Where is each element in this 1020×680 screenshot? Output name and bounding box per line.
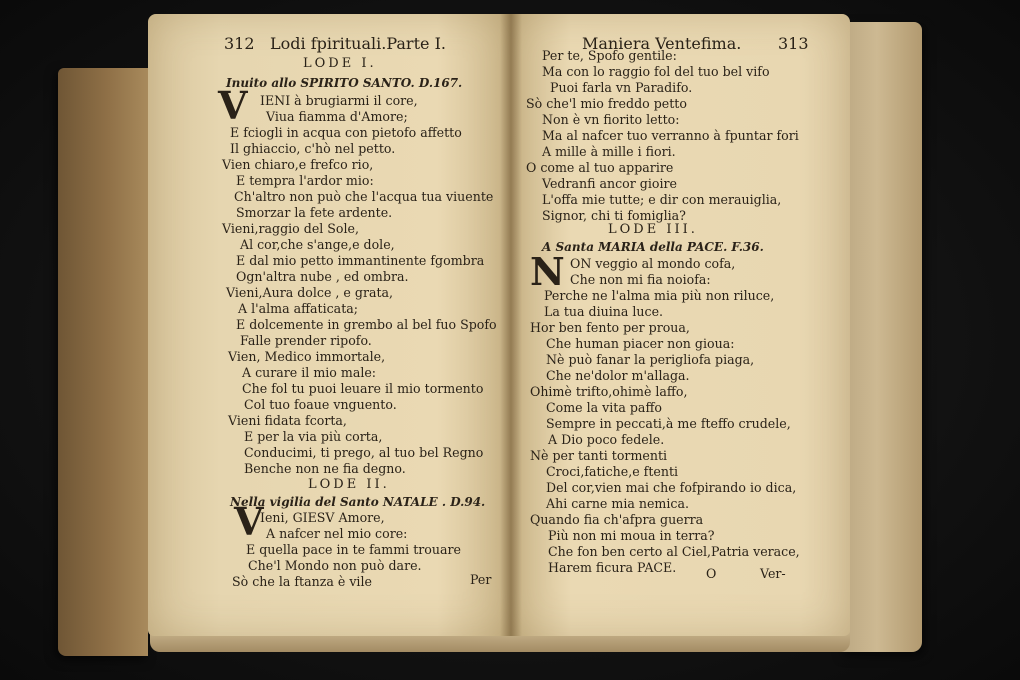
- left-text-line: Smorzar la fete ardente.: [236, 205, 393, 220]
- right-text-line: Del cor,vien mai che fofpirando io dica,: [546, 480, 797, 495]
- book-gutter: [500, 14, 522, 636]
- right-catchword-1: O: [706, 566, 717, 581]
- right-text-line: Che non mi fia noiofa:: [570, 272, 711, 287]
- right-text-line: L'offa mie tutte; e dir con merauiglia,: [542, 192, 782, 207]
- left-running-head: Lodi fpirituali.Parte I.: [270, 34, 446, 53]
- right-text-line: Per te, Spofo gentile:: [542, 48, 677, 63]
- right-text-line: Che human piacer non gioua:: [546, 336, 735, 351]
- right-text-line: Croci,fatiche,e ftenti: [546, 464, 679, 479]
- left-text-line: Vien, Medico immortale,: [228, 349, 386, 364]
- right-text-line: Più non mi moua in terra?: [548, 528, 715, 543]
- left-text-line: Col tuo foaue vnguento.: [244, 397, 397, 412]
- right-text-line: Ahi carne mia nemica.: [546, 496, 689, 511]
- left-text-line: Che fol tu puoi leuare il mio tormento: [242, 381, 484, 396]
- left-text-line: Viua fiamma d'Amore;: [266, 109, 408, 124]
- right-text-line: ON veggio al mondo cofa,: [570, 256, 736, 271]
- left-text-line: IENI à brugiarmi il core,: [260, 93, 418, 108]
- right-text-line: Sempre in peccati,à me fteffo crudele,: [546, 416, 791, 431]
- left-text-line: Il ghiaccio, c'hò nel petto.: [230, 141, 396, 156]
- left-text-line: Ogn'altra nube , ed ombra.: [236, 269, 409, 284]
- book-cover-right: [840, 22, 922, 652]
- left-text-line: E dal mio petto immantinente fgombra: [236, 253, 485, 268]
- left-text-line: Ieni, GIESV Amore,: [260, 510, 385, 525]
- right-text-line: A mille à mille i fiori.: [542, 144, 676, 159]
- left-text-line: Sò che la ftanza è vile: [232, 574, 372, 589]
- left-text-line: E tempra l'ardor mio:: [236, 173, 374, 188]
- left-text-line: LODE II.: [308, 477, 390, 492]
- right-text-line: Harem ficura PACE.: [548, 560, 677, 575]
- left-text-line: Inuito allo SPIRITO SANTO. D.167.: [226, 76, 463, 90]
- right-text-line: Nè per tanti tormenti: [530, 448, 668, 463]
- right-text-line: Puoi farla vn Paradifo.: [550, 80, 693, 95]
- right-text-line: Come la vita paffo: [546, 400, 662, 415]
- right-running-head: Maniera Ventefima.: [582, 34, 742, 53]
- left-text-line: A l'alma affaticata;: [238, 301, 359, 316]
- left-text-line: Vieni,raggio del Sole,: [222, 221, 359, 236]
- left-page: [148, 14, 510, 636]
- right-text-line: O come al tuo apparire: [526, 160, 674, 175]
- right-text-line: Hor ben fento per proua,: [530, 320, 690, 335]
- dropcap-lode-3: N: [530, 249, 565, 294]
- right-text-line: Sò che'l mio freddo petto: [526, 96, 687, 111]
- right-text-line: Vedranfi ancor gioire: [542, 176, 677, 191]
- right-text-line: Perche ne l'alma mia più non riluce,: [544, 288, 775, 303]
- left-text-line: Conducimi, ti prego, al tuo bel Regno: [244, 445, 484, 460]
- right-text-line: Ma al nafcer tuo verranno à fpuntar fori: [542, 128, 799, 143]
- left-text-line: A curare il mio male:: [242, 365, 377, 380]
- left-text-line: E quella pace in te fammi trouare: [246, 542, 461, 557]
- book-cover-left: [58, 68, 148, 656]
- left-text-line: E fciogli in acqua con pietofo affetto: [230, 125, 462, 140]
- right-text-line: Nè può fanar la perigliofa piaga,: [546, 352, 755, 367]
- left-text-line: E dolcemente in grembo al bel fuo Spofo: [236, 317, 497, 332]
- right-text-line: Non è vn fiorito letto:: [542, 112, 680, 127]
- left-text-line: Al cor,che s'ange,e dole,: [240, 237, 395, 252]
- right-text-line: Quando fia ch'afpra guerra: [530, 512, 704, 527]
- left-text-line: Falle prender ripofo.: [240, 333, 372, 348]
- right-catchword-2: Ver-: [760, 566, 786, 581]
- left-text-line: Vieni fidata fcorta,: [228, 413, 347, 428]
- left-text-line: Vien chiaro,e frefco rio,: [222, 157, 374, 172]
- left-text-line: A nafcer nel mio core:: [266, 526, 408, 541]
- left-page-number: 312: [224, 34, 255, 53]
- right-text-line: Ohimè trifto,ohimè laffo,: [530, 384, 688, 399]
- dropcap-lode-1: V: [218, 83, 248, 128]
- right-text-line: Signor, chi ti fomiglia?: [542, 208, 686, 223]
- right-text-line: Che ne'dolor m'allaga.: [546, 368, 690, 383]
- right-text-line: LODE III.: [608, 222, 698, 237]
- right-text-line: Ma con lo raggio fol del tuo bel vifo: [542, 64, 770, 79]
- right-text-line: La tua diuina luce.: [544, 304, 664, 319]
- right-page-number: 313: [778, 34, 809, 53]
- left-text-line: Vieni,Aura dolce , e grata,: [226, 285, 394, 300]
- dropcap-lode-2: V: [234, 499, 264, 544]
- right-text-line: A Santa MARIA della PACE. F.36.: [542, 240, 764, 254]
- left-text-line: LODE I.: [303, 56, 377, 71]
- left-catchword: Per: [470, 572, 492, 587]
- left-text-line: E per la via più corta,: [244, 429, 383, 444]
- right-text-line: Che fon ben certo al Ciel,Patria verace,: [548, 544, 800, 559]
- left-text-line: Che'l Mondo non può dare.: [248, 558, 422, 573]
- left-text-line: Benche non ne fia degno.: [244, 461, 406, 476]
- right-text-line: A Dio poco fedele.: [548, 432, 665, 447]
- left-text-line: Nella vigilia del Santo NATALE . D.94.: [230, 495, 486, 509]
- right-page: [510, 14, 850, 636]
- left-text-line: Ch'altro non può che l'acqua tua viuente: [234, 189, 494, 204]
